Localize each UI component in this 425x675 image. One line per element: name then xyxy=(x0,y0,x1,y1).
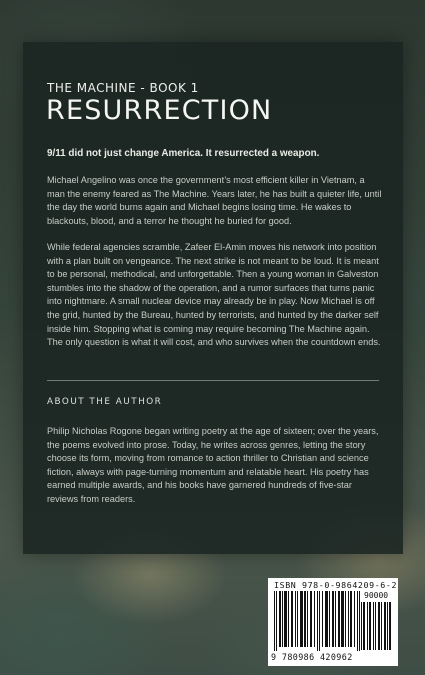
book-title: RESURRECTION xyxy=(46,95,273,126)
tagline: 9/11 did not just change America. It resurrected a weapon. xyxy=(47,148,320,159)
price-code: 90000 xyxy=(364,591,389,600)
about-author-text: Philip Nicholas Rogone began writing poetry at the age of sixteen; over the years, the poems evolved into prose. Today, he writes across genres, letting the story choose its form, moving from romance to action thriller to Christian and science fiction, always with page-turning momentum and relatable heart. His poetry has earned multiple awards, and his books have garnered hundreds of five-star reviews from readers. xyxy=(47,426,379,504)
ean-barcode-bars xyxy=(274,591,362,651)
ean-digits: 9 780986 420962 xyxy=(271,652,353,662)
addon-barcode-bars xyxy=(361,602,393,650)
synopsis-paragraph-2: While federal agencies scramble, Zafeer El-Amin moves his network into position with a plan built on vengeance. The next strike is not meant to be loud. It is meant to be personal, methodical, and unforgettable. Then a young woman in Galveston stumbles into the shadow of the operation, and a rumor surfaces that turns panic into nightmare. A small nuclear device may already be in play. Now Michael is off the grid, hunted by the Bureau, hunted by terrorists, and hunted by the darker self inside him. Stopping what is coming may require becoming The Machine again. The only question is what it will cost, and who survives when the countdown ends. xyxy=(47,242,381,348)
series-line: THE MACHINE - BOOK 1 xyxy=(47,81,199,95)
section-divider xyxy=(47,380,379,381)
about-author-heading: ABOUT THE AUTHOR xyxy=(47,397,163,407)
isbn-label: ISBN 978-0-9864209-6-2 xyxy=(274,580,398,590)
isbn-barcode xyxy=(268,578,398,666)
synopsis-paragraph-1: Michael Angelino was once the government’s most efficient killer in Vietnam, a man the enemy feared as The Machine. Years later, he has built a quieter life, until the day the world burns again and Michael begins losing time. He wakes to blackouts, blood, and a terror he thought he buried for good. xyxy=(47,175,382,226)
back-cover-panel xyxy=(23,42,403,554)
